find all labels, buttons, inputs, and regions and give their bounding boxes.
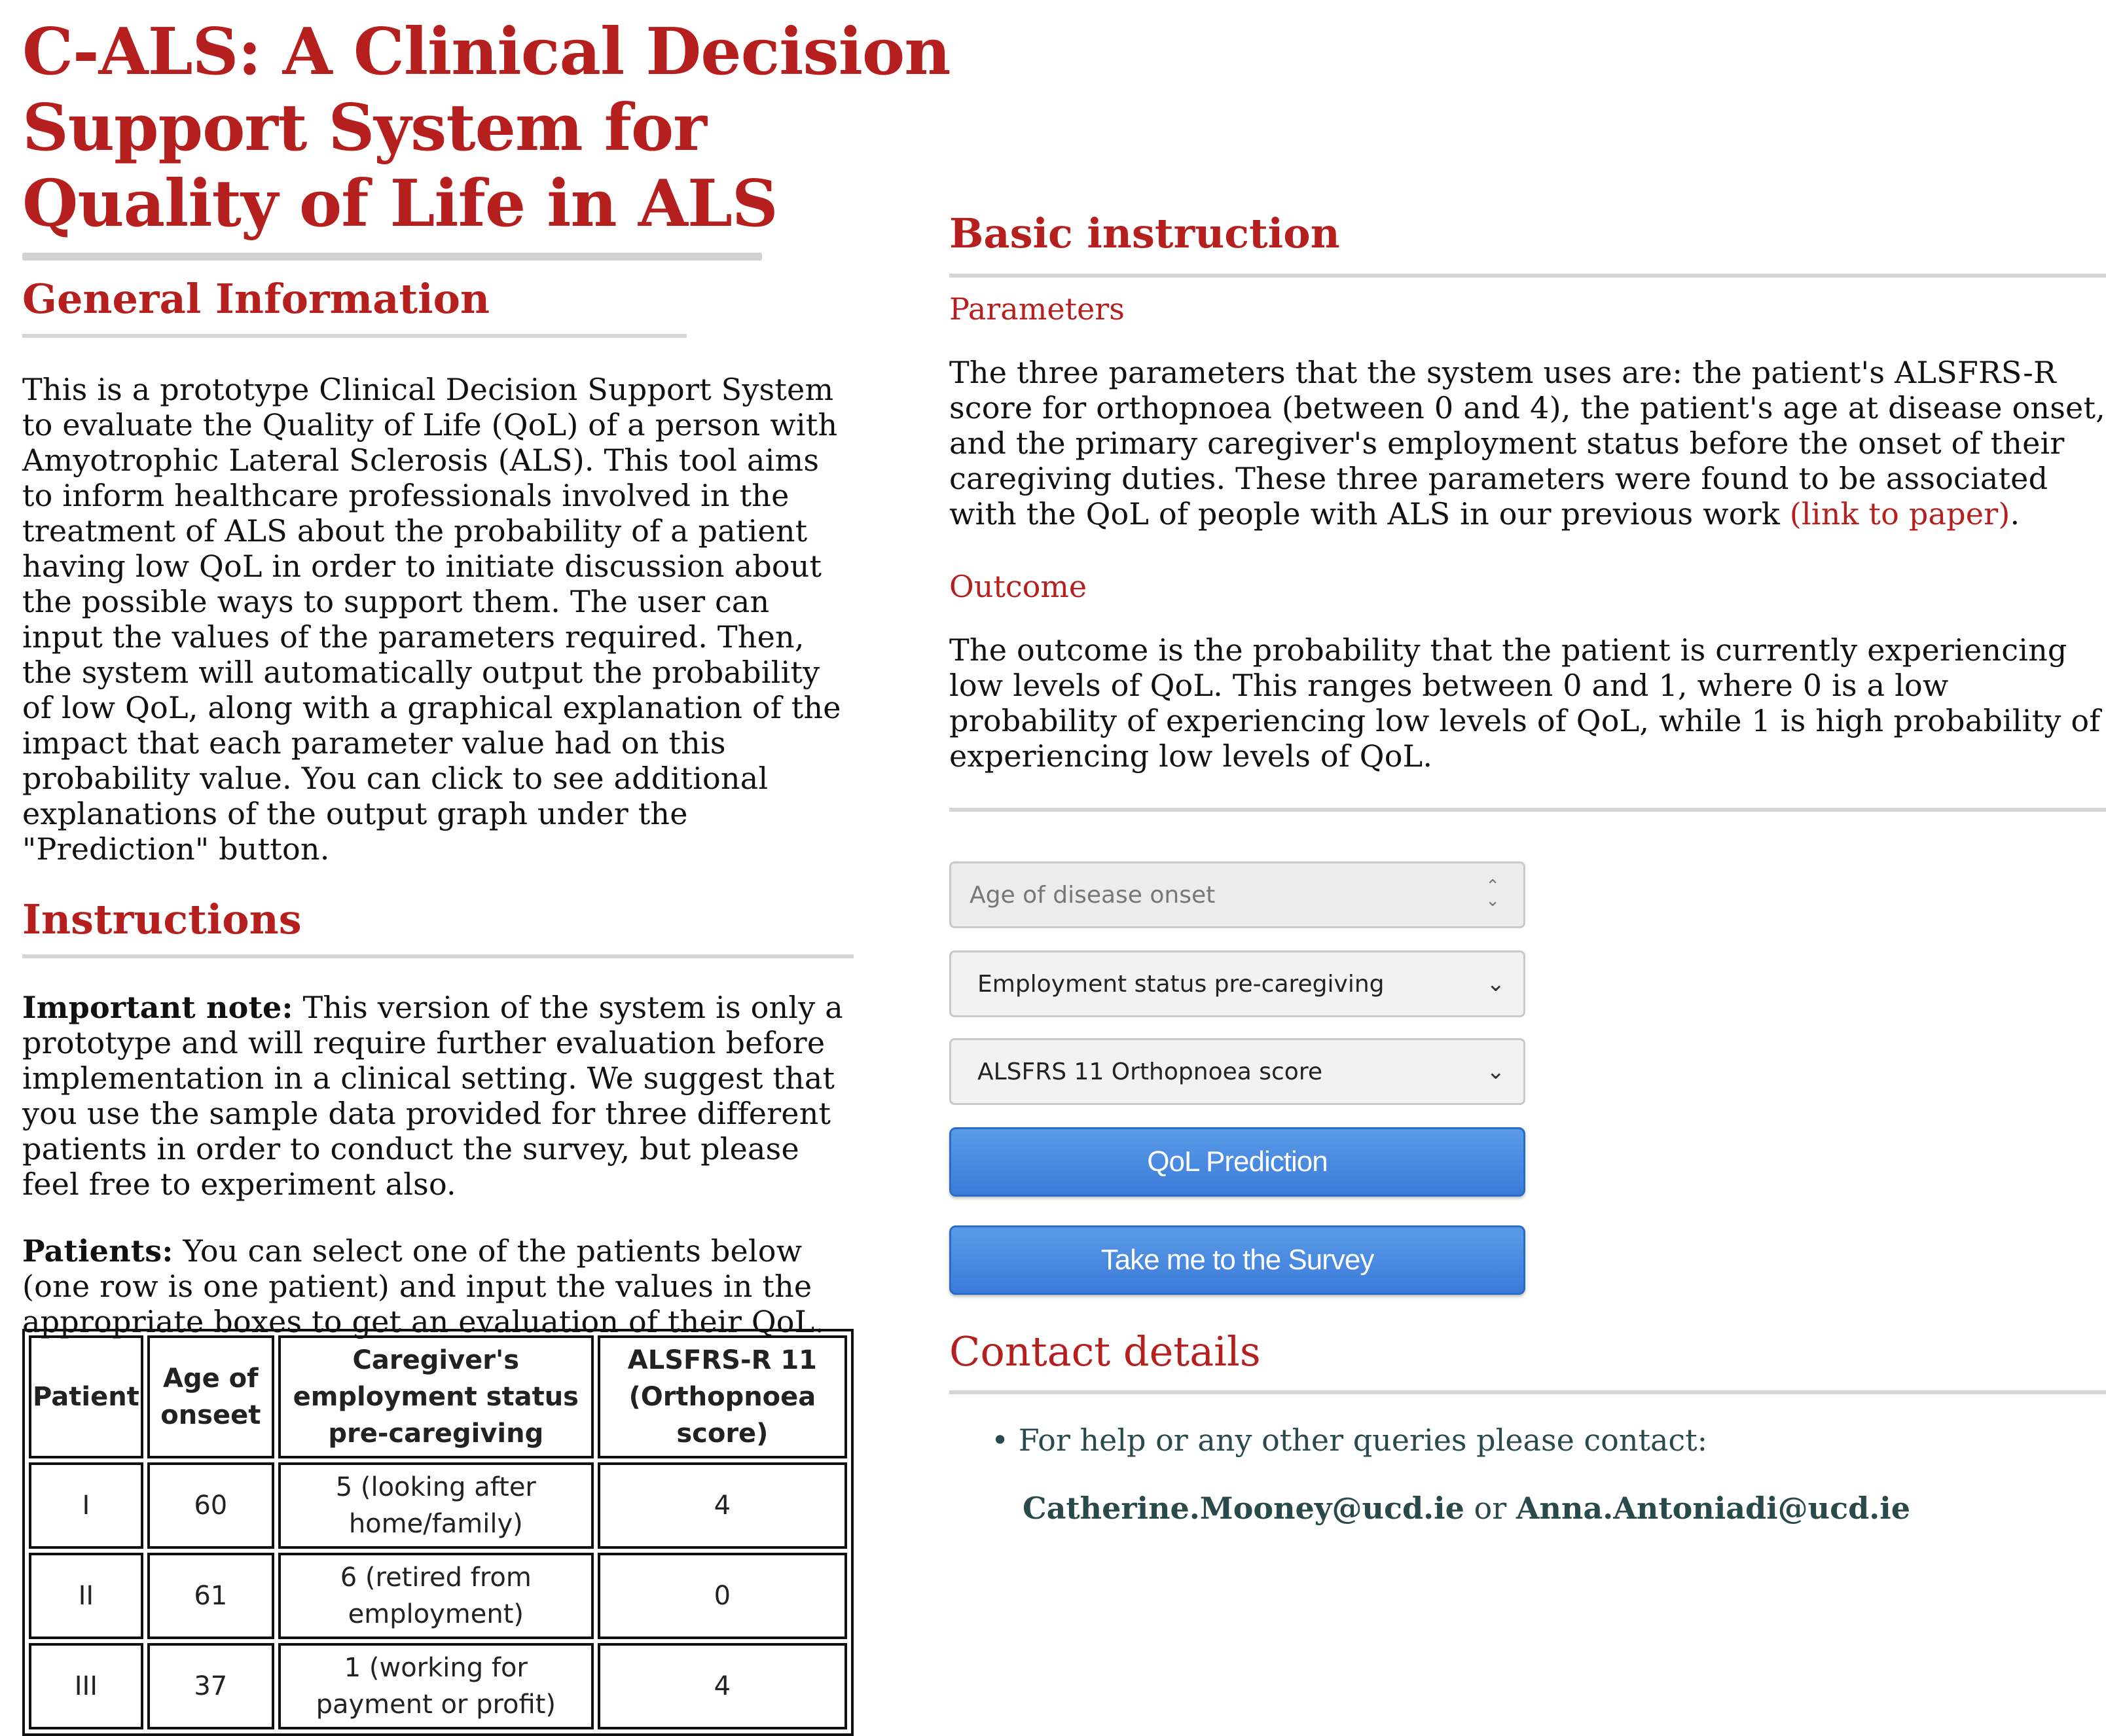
email-antoniadi-link[interactable]: Anna.Antoniadi@ucd.ie bbox=[1516, 1491, 1911, 1526]
general-info-divider bbox=[22, 334, 687, 338]
contact-or: or bbox=[1464, 1491, 1516, 1526]
patients-text: You can select one of the patients below (one row is one patient) and input the values in the appropriate boxes to get an evaluation of their QoL. bbox=[22, 1233, 825, 1339]
col-employment: Caregiver's employment status pre-caregiving bbox=[278, 1335, 594, 1458]
basic-instruction-divider bbox=[949, 274, 2106, 278]
instructions-divider bbox=[22, 954, 854, 958]
bullet: • bbox=[991, 1422, 1019, 1458]
general-info-text: This is a prototype Clinical Decision Support System to evaluate the Quality of Life (QoL) of a person with Amyotrophic Lateral Sclerosis (ALS). This tool aims to inform healthcare professionals involved in the treatment of ALS about the probability of a patient having low QoL in order to initiate discussion about the possible ways to support them. The user can input the values of the parameters required. Then, the system will automatically output the probability of low QoL, along with a graphical explanation of the impact that each parameter value had on this probability value. You can click to see additional explanations of the output graph under the "Prediction" button. bbox=[22, 372, 841, 867]
age-input-placeholder: Age of disease onset bbox=[970, 881, 1216, 909]
patients-label: Patients: bbox=[22, 1233, 173, 1269]
form-divider bbox=[949, 808, 2106, 812]
survey-button[interactable]: Take me to the Survey bbox=[949, 1225, 1525, 1295]
cell-alsfrs: 0 bbox=[598, 1553, 847, 1639]
col-alsfrs: ALSFRS-R 11 (Orthopnoea score) bbox=[598, 1335, 847, 1458]
outcome-text: The outcome is the probability that the patient is currently experiencing low levels of QoL. This ranges between 0 and 1, where 0 is a low probability of experiencing low levels of QoL, while 1 is high probability of experiencing low levels of QoL. bbox=[949, 632, 2101, 774]
instructions-heading: Instructions bbox=[22, 895, 302, 943]
general-info-heading: General Information bbox=[22, 275, 490, 323]
contact-emails bbox=[1023, 1490, 1910, 1527]
col-patient: Patient bbox=[29, 1335, 143, 1458]
title-divider bbox=[22, 253, 762, 261]
cell-alsfrs: 4 bbox=[598, 1643, 847, 1729]
contact-help bbox=[991, 1422, 1707, 1458]
cell-employment: 6 (retired from employment) bbox=[278, 1553, 594, 1639]
table-row[interactable] bbox=[29, 1553, 847, 1639]
age-input[interactable] bbox=[949, 861, 1525, 928]
cell-age: 61 bbox=[147, 1553, 274, 1639]
alsfrs-select[interactable] bbox=[949, 1038, 1525, 1105]
cell-patient: III bbox=[29, 1643, 143, 1729]
important-note-label: Important note: bbox=[22, 990, 293, 1025]
paper-link[interactable]: (link to paper) bbox=[1789, 496, 2010, 532]
contact-divider bbox=[949, 1390, 2106, 1394]
table-header-row bbox=[29, 1335, 847, 1458]
page-title: C-ALS: A Clinical Decision Support System for Quality of Life in ALS bbox=[22, 14, 951, 242]
important-note-text: This version of the system is only a prototype and will require further evaluation before implementation in a clinical setting. We suggest that you use the sample data provided for three different patients in order to conduct the survey, but please feel free to experiment also. bbox=[22, 990, 843, 1202]
number-spinner-icon[interactable]: ⌃ ⌄ bbox=[1485, 877, 1500, 911]
chevron-down-icon: ⌄ bbox=[1486, 971, 1505, 997]
table-row[interactable] bbox=[29, 1643, 847, 1729]
employment-select-label: Employment status pre-caregiving bbox=[977, 970, 1385, 998]
patients-note bbox=[22, 1233, 854, 1339]
table-row[interactable] bbox=[29, 1462, 847, 1549]
cell-age: 60 bbox=[147, 1462, 274, 1549]
cell-patient: II bbox=[29, 1553, 143, 1639]
cell-alsfrs: 4 bbox=[598, 1462, 847, 1549]
alsfrs-select-label: ALSFRS 11 Orthopnoea score bbox=[977, 1058, 1322, 1085]
cell-employment: 1 (working for payment or profit) bbox=[278, 1643, 594, 1729]
parameters-text bbox=[949, 355, 2106, 532]
qol-prediction-button[interactable]: QoL Prediction bbox=[949, 1127, 1525, 1197]
chevron-down-icon: ⌄ bbox=[1486, 1058, 1505, 1085]
patients-table bbox=[22, 1329, 854, 1736]
left-column bbox=[22, 14, 951, 1720]
email-mooney-link[interactable]: Catherine.Mooney@ucd.ie bbox=[1023, 1491, 1464, 1526]
parameters-end: . bbox=[2010, 496, 2020, 532]
cell-patient: I bbox=[29, 1462, 143, 1549]
contact-help-text: For help or any other queries please contact: bbox=[1018, 1422, 1708, 1458]
important-note bbox=[22, 990, 854, 1202]
col-age: Age of onseet bbox=[147, 1335, 274, 1458]
parameters-heading: Parameters bbox=[949, 291, 1125, 327]
cell-employment: 5 (looking after home/family) bbox=[278, 1462, 594, 1549]
parameters-body: The three parameters that the system uses are: the patient's ALSFRS-R score for orthopnoea (between 0 and 4), the patient's age at disease onset, and the primary caregiver's employment status before the onset of their caregiving duties. These three parameters were found to be associated with the QoL of people with ALS in our previous work bbox=[949, 355, 2105, 532]
outcome-heading: Outcome bbox=[949, 569, 1087, 604]
contact-heading: Contact details bbox=[949, 1328, 1261, 1375]
employment-select[interactable] bbox=[949, 950, 1525, 1017]
basic-instruction-heading: Basic instruction bbox=[949, 209, 1340, 257]
cell-age: 37 bbox=[147, 1643, 274, 1729]
